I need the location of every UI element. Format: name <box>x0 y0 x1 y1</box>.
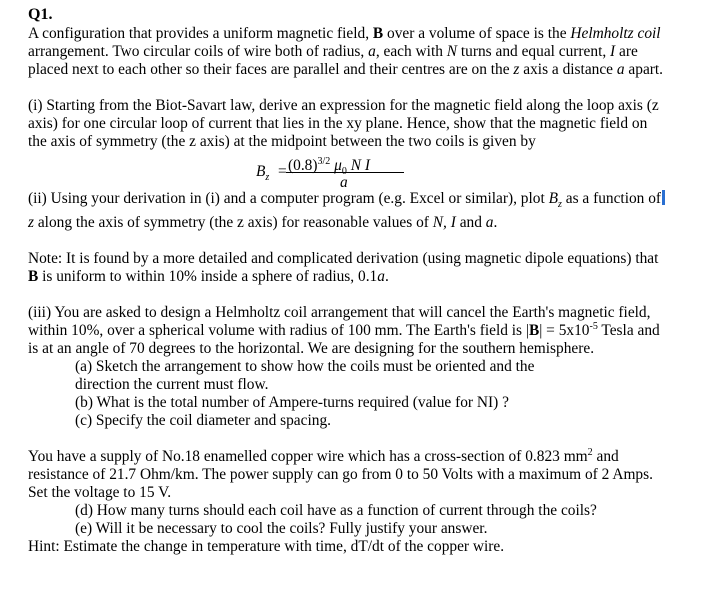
intro-line: arrangement. Two circular coils of wire both of radius, a, each with N turns and equal current, I are <box>28 43 638 60</box>
formula-lhs: $B_z$ <box>256 163 270 184</box>
formula-denominator: a <box>340 174 348 191</box>
sub-question-e: (e) Will it be necessary to cool the coils? Fully justify your answer. <box>75 520 488 538</box>
part-iii-line: (iii) You are asked to design a Helmholtz coil arrangement that will cancel the Earth's magnetic field, <box>28 304 651 322</box>
formula-numerator: $(0.8)^{3/2}$ $\mu_0$ N I <box>288 156 370 178</box>
supply-line: You have a supply of No.18 enamelled copper wire which has a cross-section of 0.823 $mm^2$ and <box>28 446 619 466</box>
sub-question-c: (c) Specify the coil diameter and spacing. <box>75 412 331 430</box>
part-iii-line: is at an angle of 70 degrees to the horizontal. We are designing for the southern hemisphere. <box>28 340 595 358</box>
question-heading: Q1. <box>28 6 53 23</box>
intro-line: placed next to each other so their faces are parallel and their centres are on the z axis a distance a apart. <box>28 61 664 78</box>
sub-question-b: (b) What is the total number of Ampere-turns required (value for NI) ? <box>75 394 509 412</box>
part-ii-paragraph <box>28 190 700 232</box>
note-line: B is uniform to within 10% inside a sphere of radius, 0.1a. <box>28 268 389 286</box>
supply-line: Set the voltage to 15 V. <box>28 484 172 502</box>
part-iii-paragraph <box>28 304 700 430</box>
note-line: Note: It is found by a more detailed and complicated derivation (using magnetic dipole equations) that <box>28 250 659 268</box>
sub-question-a-cont: direction the current must flow. <box>75 376 269 394</box>
hint-line: Hint: Estimate the change in temperature with time, dT/dt of the copper wire. <box>28 538 505 556</box>
part-i-line: the axis of symmetry (the z axis) at the midpoint between the two coils is given by <box>28 133 536 150</box>
note-paragraph <box>28 250 700 286</box>
text-cursor <box>662 190 665 205</box>
part-ii-line: z along the axis of symmetry (the z axis) for reasonable values of N, I and a. <box>28 214 498 232</box>
sub-question-d: (d) How many turns should each coil have as a function of current through the coils? <box>75 502 597 520</box>
supply-line: resistance of 21.7 Ohm/km. The power supply can go from 0 to 50 Volts with a maximum of 2 Amps. <box>28 466 653 484</box>
part-i-paragraph <box>28 97 700 151</box>
part-i-line: axis) for one circular loop of current that lies in the xy plane. Hence, show that the magnetic field on <box>28 115 648 132</box>
part-i-line: (i) Starting from the Biot-Savart law, derive an expression for the magnetic field along the loop axis (z <box>28 97 659 114</box>
supply-paragraph <box>28 448 700 556</box>
sub-question-a: (a) Sketch the arrangement to show how the coils must be oriented and the <box>75 358 535 376</box>
part-ii-line: (ii) Using your derivation in (i) and a computer program (e.g. Excel or similar), plot $B_z$ as a function of <box>28 190 700 214</box>
formula-equals: = <box>278 163 287 180</box>
part-iii-line: within 10%, over a spherical volume with radius of 100 mm. The Earth's field is $|B| = 5x10^{-5}$ Tesla and <box>28 320 660 340</box>
intro-line: A configuration that provides a uniform magnetic field, B over a volume of space is the Helmholtz coil <box>28 25 661 42</box>
helmholtz-formula <box>28 152 700 191</box>
question-document <box>28 6 700 556</box>
fraction-bar <box>286 172 404 173</box>
intro-paragraph <box>28 25 700 79</box>
